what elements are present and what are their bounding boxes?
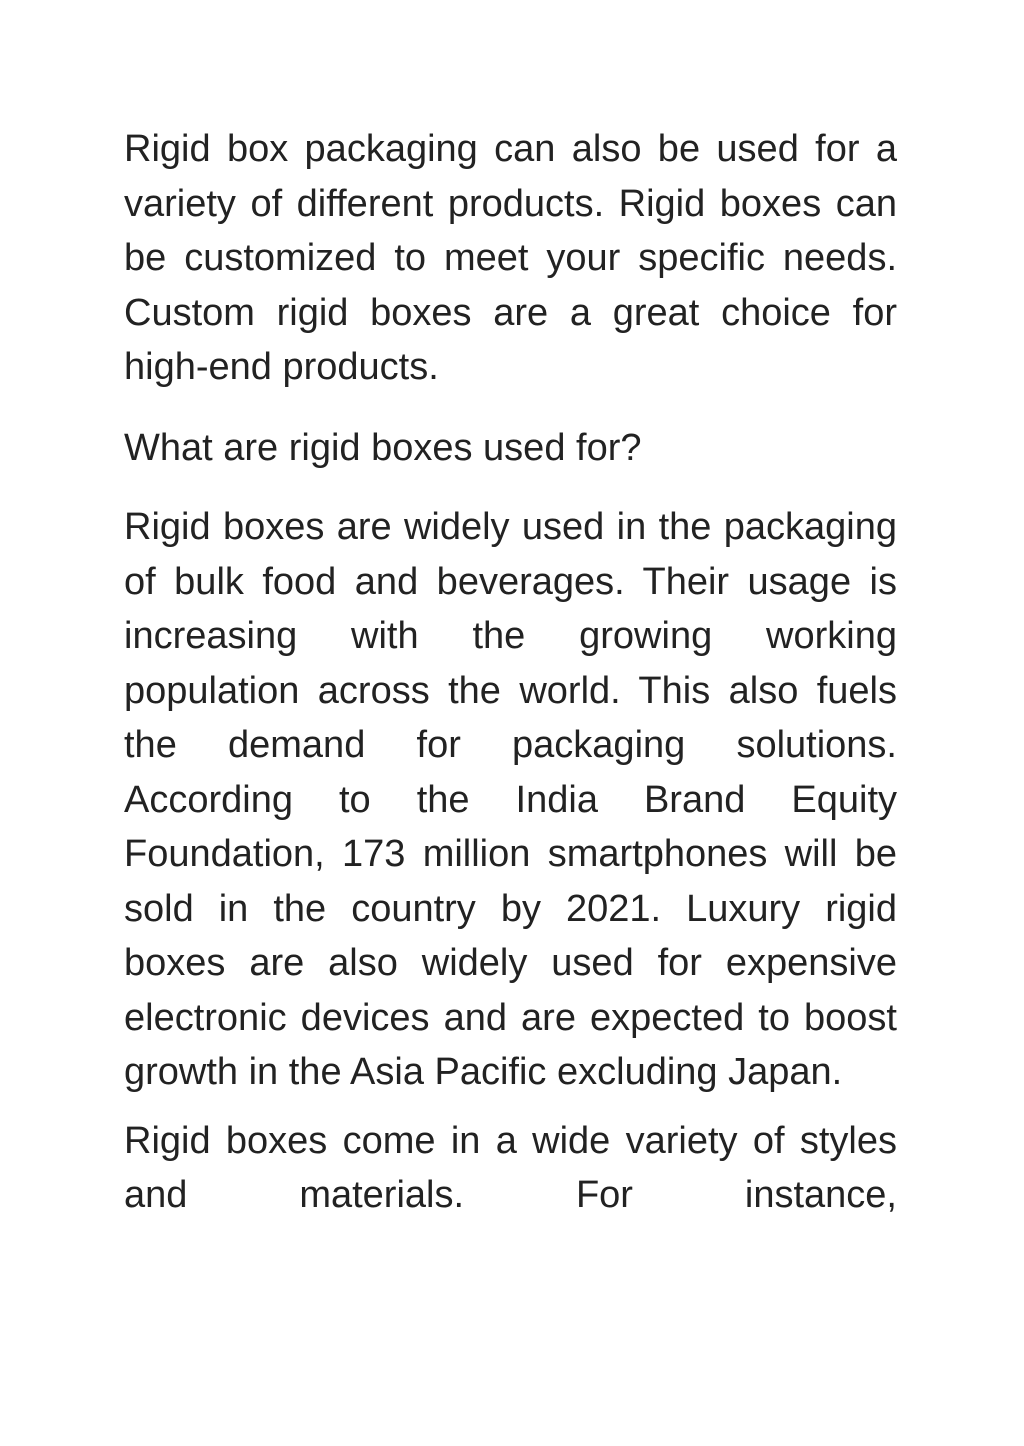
paragraph-intro: Rigid box packaging can also be used for a variety of different products. Rigid boxes can be customized to meet your specific needs. Custom rigid boxes are a great choice for high-end products. — [124, 128, 897, 388]
paragraph-styles: Rigid boxes come in a wide variety of styles and materials. For instance, — [124, 1119, 897, 1216]
paragraph-uses: Rigid boxes are widely used in the packaging of bulk food and beverages. Their usage is increasing with the growing working population across the world. This also fuels the demand for packaging solutions. According to the India Brand Equity Foundation, 173 million smartphones will be sold in the country by 2021. Luxury rigid boxes are also widely used for expensive electronic devices and are expected to boost growth in the Asia Pacific excluding Japan. — [124, 506, 897, 1093]
document-body — [124, 122, 897, 1223]
section-heading: What are rigid boxes used for? — [124, 426, 642, 469]
